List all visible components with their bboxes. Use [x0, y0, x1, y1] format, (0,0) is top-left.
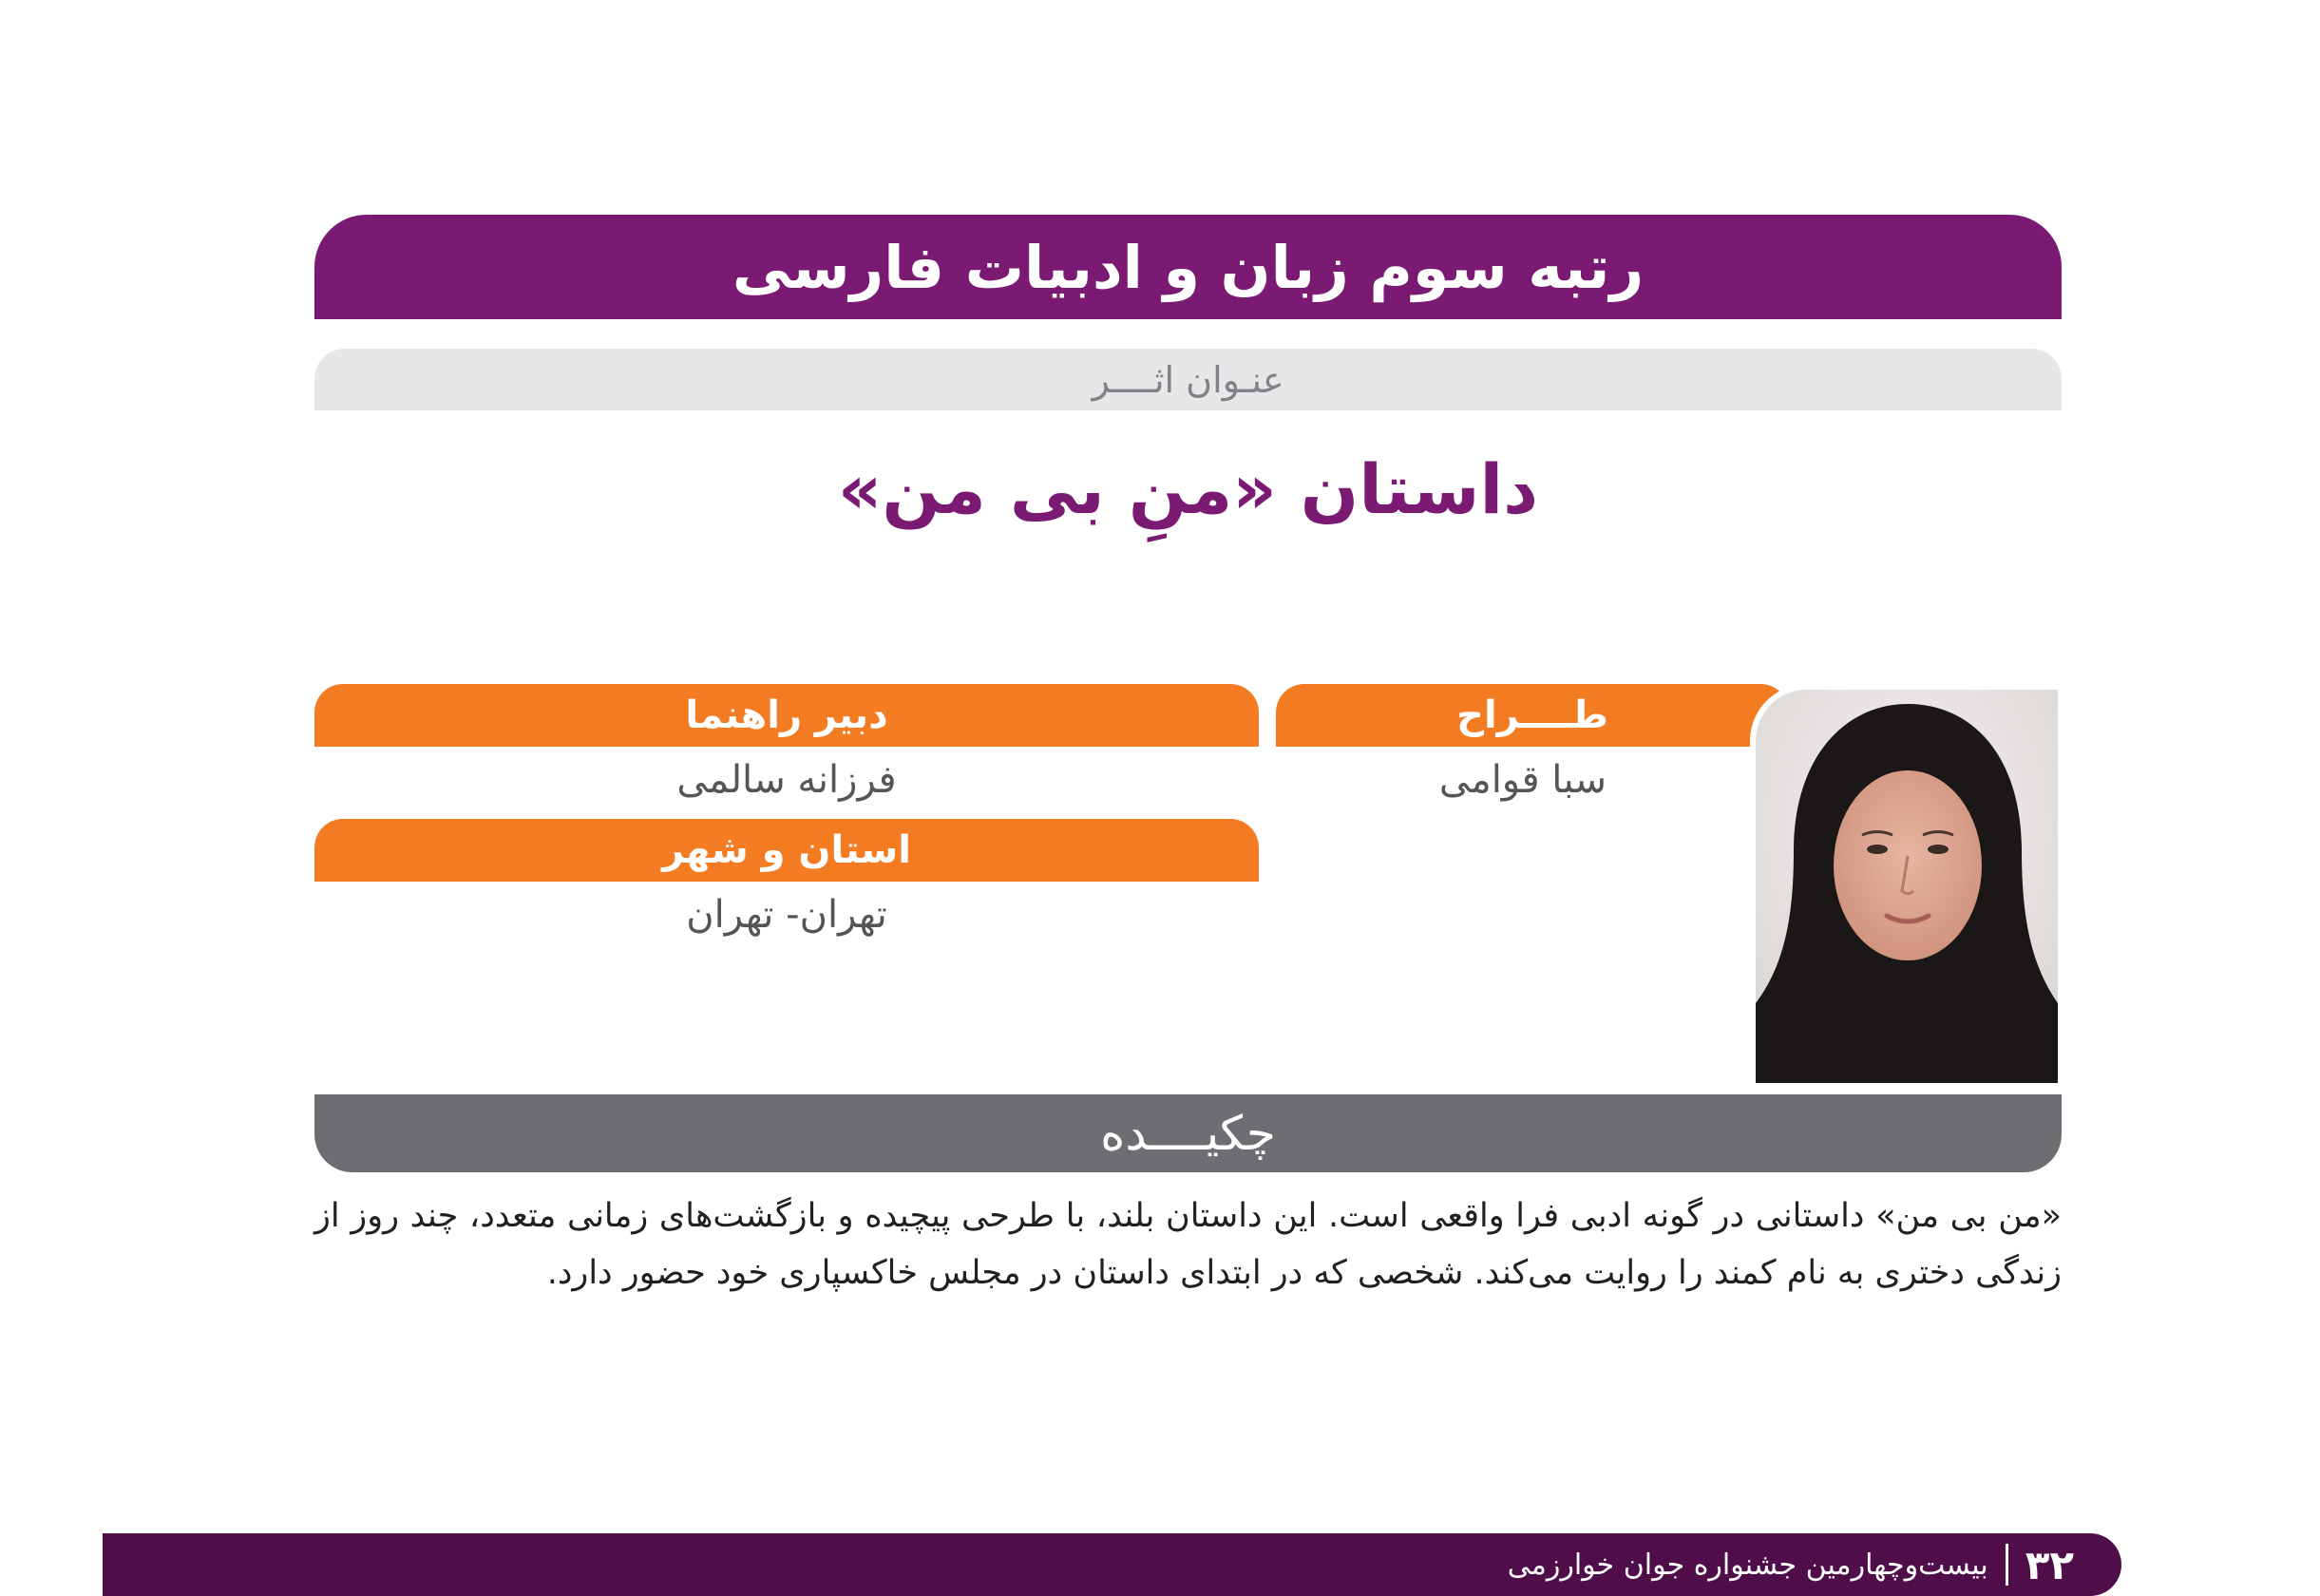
designer-value: سبا قوامی: [1438, 758, 1607, 802]
teacher-value: فرزانه سالمی: [676, 758, 897, 802]
work-title: داستان «منِ بی من»: [837, 449, 1539, 529]
location-label: استان و شهر: [662, 828, 911, 872]
work-title-label: عنـوان اثــــر: [1092, 358, 1284, 401]
rank-banner: [314, 215, 2062, 319]
location-header: [314, 819, 1259, 882]
student-portrait-icon: [1756, 690, 2058, 1083]
page-footer: [103, 1533, 2121, 1596]
location-value: تهران- تهران: [686, 893, 887, 937]
page-number: ۳۲: [2025, 1541, 2074, 1588]
summary-label: چکیــــده: [1100, 1106, 1276, 1161]
teacher-label: دبیر راهنما: [685, 694, 888, 737]
designer-label: طــــراح: [1456, 694, 1608, 737]
teacher-header: [314, 684, 1259, 747]
designer-header: [1276, 684, 1789, 747]
student-photo: [1750, 684, 2063, 1089]
footer-text: بیست‌وچهارمین جشنواره جوان خوارزمی: [1507, 1548, 1988, 1582]
summary-header: [314, 1094, 2062, 1172]
banner-title: رتبه سوم زبان و ادبیات فارسی: [732, 232, 1645, 302]
footer-divider: [2006, 1544, 2008, 1586]
summary-text: «من بی من» داستانی در گونه ادبی فرا واقعی است. این داستان بلند، با طرحی پیچیده و بازگشت‌های زمانی متعدد، چند روز از زندگی دختری به نام کمند را روایت می‌کند. شخصی که در ابتدای داستان در مجلس خاکسپاری خود حضور دارد.: [314, 1197, 2062, 1292]
work-title-label-bar: [314, 349, 2062, 410]
